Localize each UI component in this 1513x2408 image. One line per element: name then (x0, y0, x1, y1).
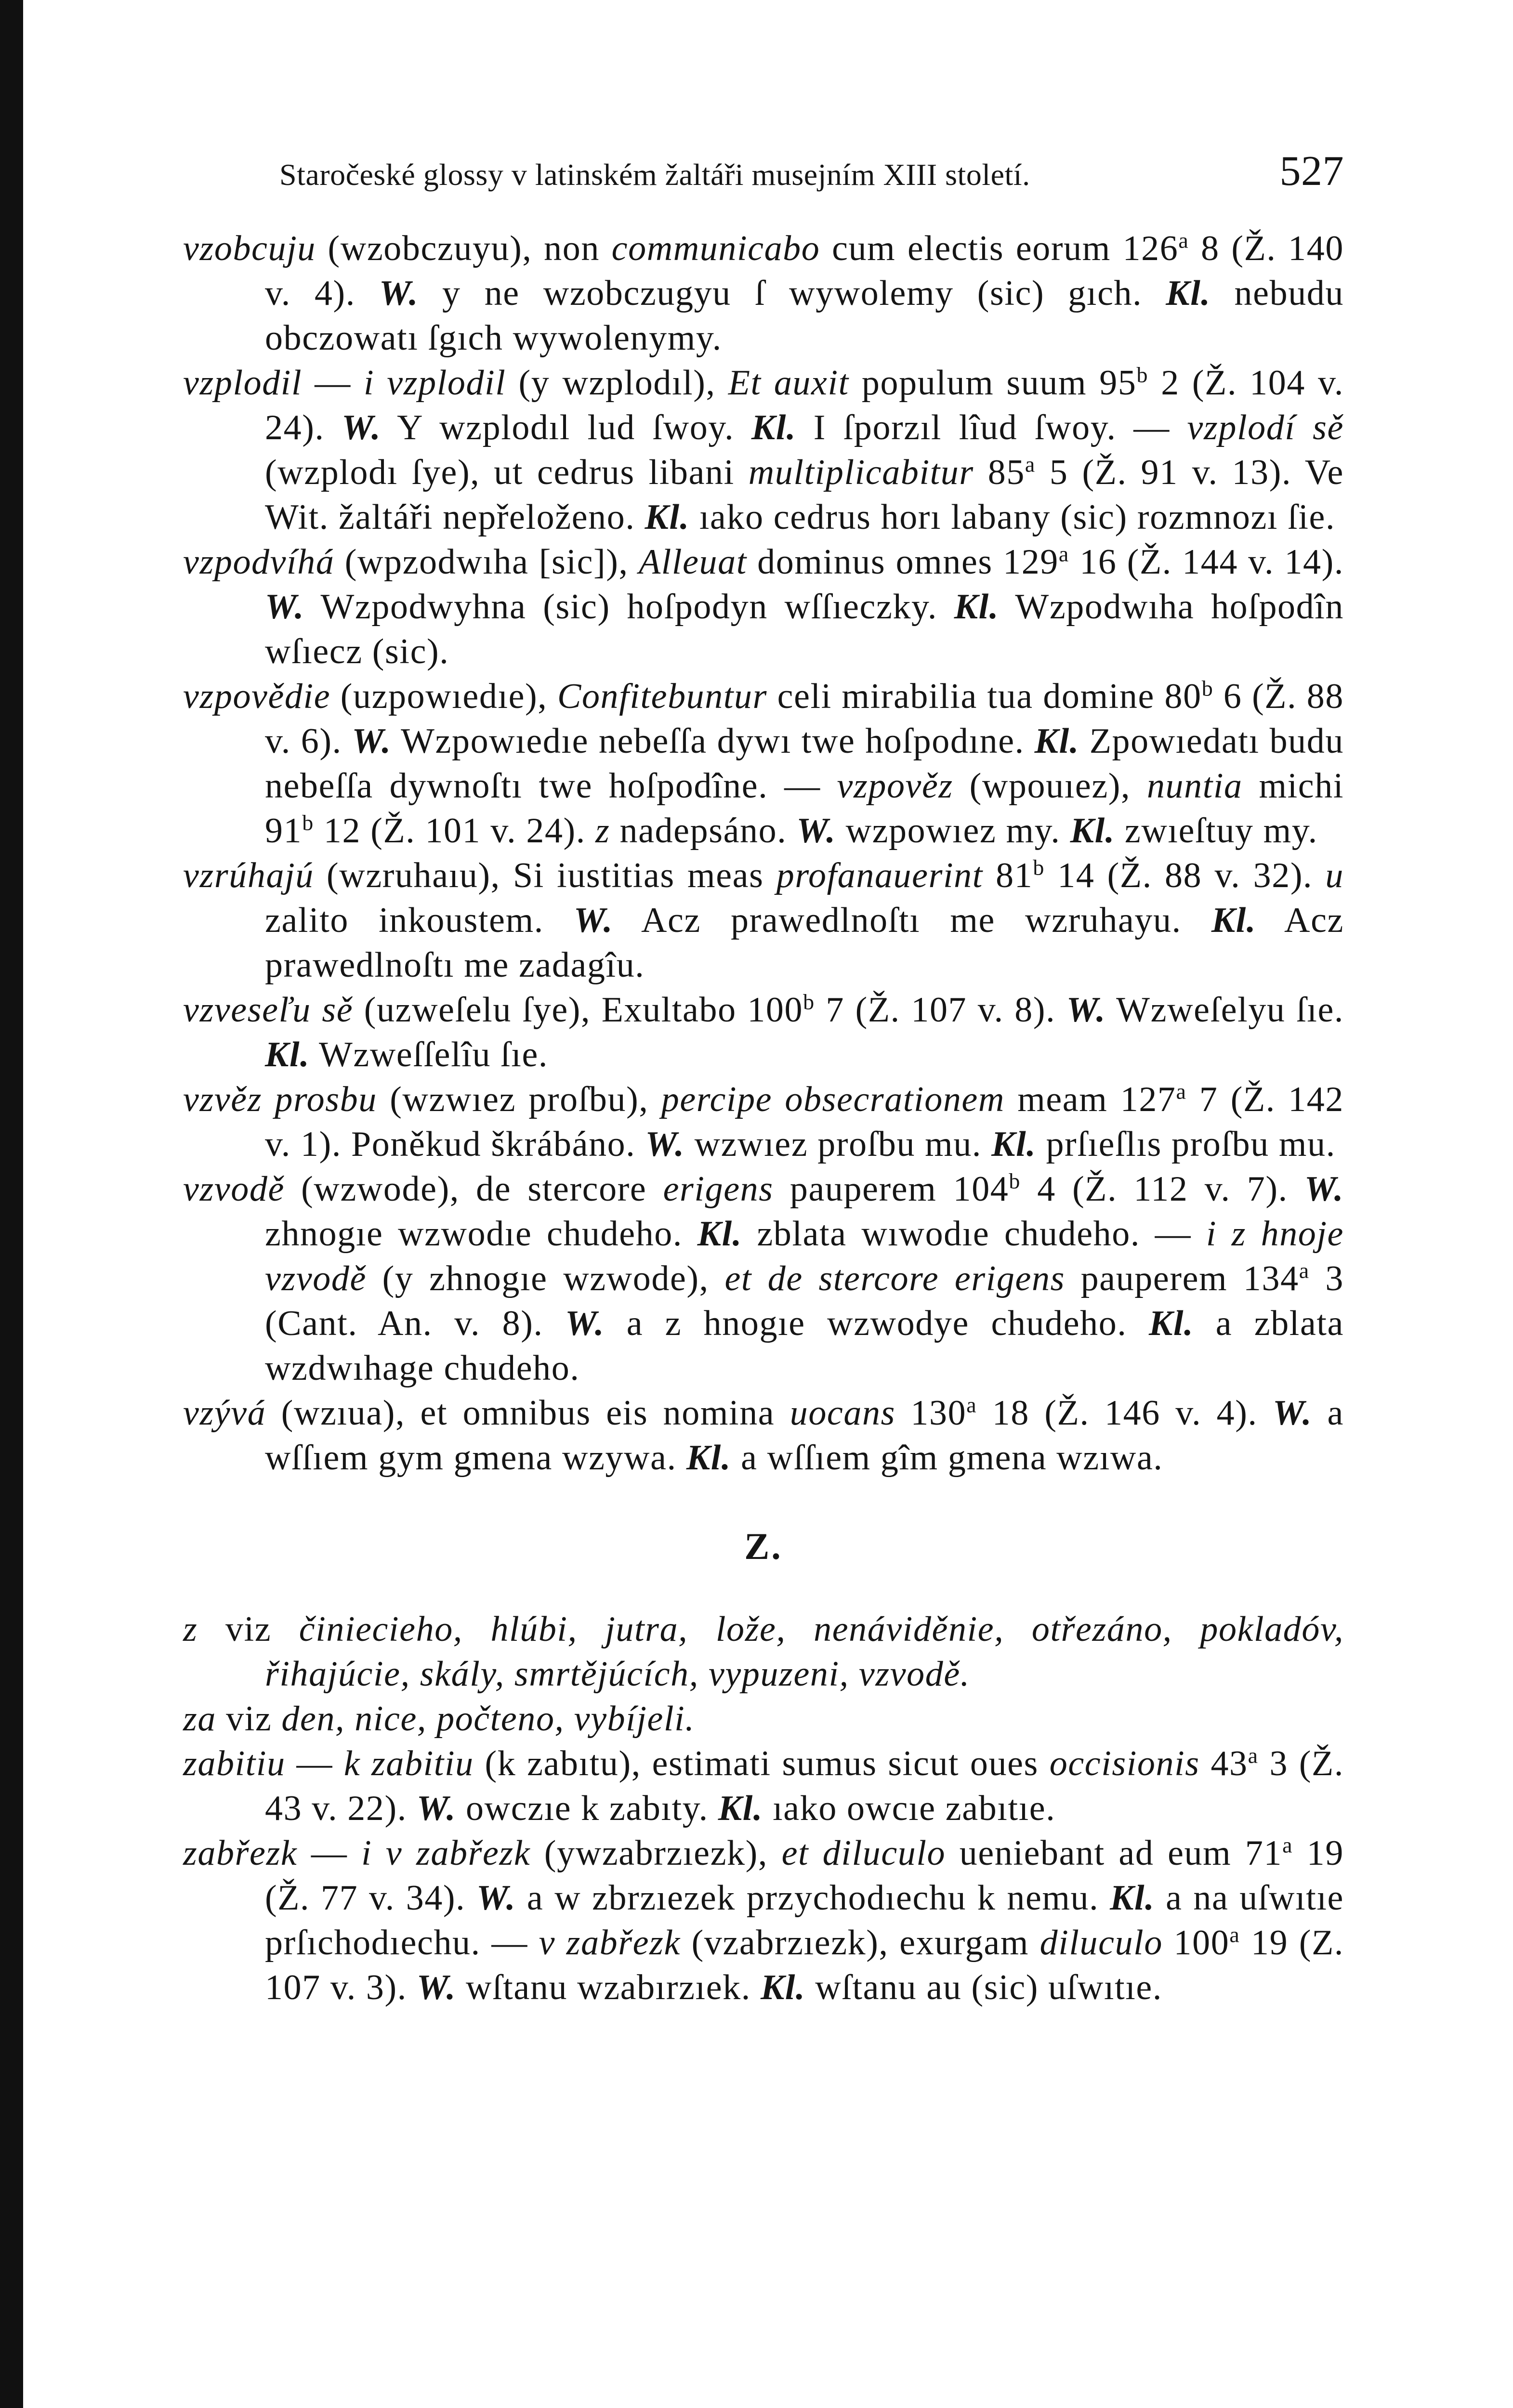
italic-term: zabitiu (183, 1744, 286, 1783)
entry-text: 16 (Ž. 144 v. 14). (1069, 542, 1344, 582)
italic-term: occisionis (1049, 1744, 1200, 1783)
page-edge-shadow (0, 0, 23, 2408)
italic-term: zabřezk (183, 1833, 298, 1873)
source-abbreviation: Kl. (1211, 901, 1257, 940)
entry-text: 19 (Ž. 77 v. 34). (265, 1833, 1344, 1918)
entry-text: (wzplodı ſye), ut cedrus libani (265, 453, 749, 492)
source-abbreviation: Kl. (1110, 1878, 1155, 1918)
dictionary-entry (183, 988, 1344, 1077)
entry-text: dominus omnes 129 (747, 542, 1059, 582)
entry-text: — (302, 363, 364, 403)
entry-text: 2 (Ž. 104 v. 24). (265, 363, 1344, 447)
section-heading-z: Z. (744, 1525, 783, 1567)
italic-term: communicabo (611, 229, 820, 268)
entry-text: 130 (895, 1393, 967, 1433)
entry-text: wzwıez proſbu mu. (684, 1125, 992, 1164)
entry-text: (uzweſelu ſye), Exultabo 100 (353, 990, 803, 1030)
entry-text: cum electis eorum 126 (820, 229, 1179, 268)
entry-text: Wzpodwıha hoſpodîn wſıecz (sic). (265, 587, 1344, 671)
entry-text: viz (216, 1699, 282, 1739)
dictionary-text (183, 226, 1344, 2010)
italic-term: vzpodvíhá (183, 542, 335, 582)
entry-text: Wzweſſelîu ſıe. (310, 1035, 549, 1074)
entry-text: a wſſıem gîm gmena wzıwa. (731, 1438, 1163, 1478)
entry-text: prſıeſlıs proſbu mu. (1036, 1125, 1336, 1164)
source-abbreviation: W. (352, 721, 392, 761)
folio-side-marker: b (803, 989, 815, 1014)
entry-text: Wzpodwyhna (sic) hoſpodyn wſſıeczky. (304, 587, 954, 627)
folio-side-marker: b (1033, 855, 1045, 880)
italic-term: percipe obsecrationem (661, 1080, 1005, 1119)
source-abbreviation: Kl. (645, 497, 690, 537)
italic-term: v zabřezk (539, 1923, 681, 1963)
source-abbreviation: Kl. (954, 587, 999, 627)
italic-term: i vzplodil (363, 363, 506, 403)
entry-text: viz (197, 1610, 299, 1649)
entry-text: wzpowıez my. (836, 811, 1070, 851)
entry-text: zalito inkoustem. (265, 901, 574, 940)
source-abbreviation: W. (379, 274, 419, 313)
italic-term: Confitebuntur (557, 677, 768, 716)
entry-text: Acz prawedlnoſtı me zadagîu. (265, 901, 1344, 985)
entry-text: (wzwode), de stercore (284, 1169, 663, 1209)
entry-text: Wzweſelyu ſıe. (1105, 990, 1344, 1030)
entry-text: 14 (Ž. 88 v. 32). (1044, 856, 1326, 895)
source-abbreviation: W. (565, 1304, 605, 1343)
entry-text: a z hnogıe wzwodye chudeho. (605, 1304, 1149, 1343)
folio-side-marker: b (302, 810, 314, 835)
entry-text: 43 (1199, 1744, 1248, 1783)
entry-text: a w zbrzıezek przychodıechu k nemu. (516, 1878, 1110, 1918)
italic-term: vzveseľu sě (183, 990, 354, 1030)
italic-term: i z hnoje vzvodě (265, 1214, 1344, 1298)
source-abbreviation: Kl. (1034, 721, 1079, 761)
italic-term: vzpověz (837, 766, 953, 806)
entries-before (183, 226, 1344, 1480)
folio-side-marker: a (1229, 1922, 1240, 1947)
entry-text: a wſſıem gym gmena wzywa. (265, 1393, 1344, 1478)
source-abbreviation: W. (796, 811, 836, 851)
entry-text: (wzobczuyu), non (316, 229, 612, 268)
italic-term: z (183, 1610, 198, 1649)
italic-term: uocans (789, 1393, 895, 1433)
entry-text: populum suum 95 (849, 363, 1137, 403)
entry-text: (k zabıtu), estimati sumus sicut oues (474, 1744, 1050, 1783)
source-abbreviation: Kl. (751, 408, 797, 447)
entry-text: ıako cedrus horı labany (sic) rozmnozı ſie. (689, 497, 1336, 537)
source-abbreviation: Kl. (991, 1125, 1037, 1164)
folio-side-marker: a (1299, 1258, 1310, 1283)
entry-text: zwıeſtuy my. (1115, 811, 1318, 851)
dictionary-entry (183, 853, 1344, 988)
source-abbreviation: W. (1273, 1393, 1313, 1433)
source-abbreviation: W. (1304, 1169, 1344, 1209)
italic-term: et diluculo (781, 1833, 946, 1873)
source-abbreviation: Kl. (718, 1789, 763, 1828)
entry-text: 18 (Ž. 146 v. 4). (977, 1393, 1273, 1433)
page-number: 527 (1279, 148, 1344, 195)
dictionary-entry (183, 540, 1344, 674)
folio-side-marker: b (1201, 676, 1214, 701)
italic-term: den, nice, počteno, vybíjeli. (281, 1699, 695, 1739)
dictionary-entry (183, 1607, 1344, 1697)
entry-text: (y wzplodıl), (506, 363, 728, 403)
entry-text: michi 91 (265, 766, 1344, 851)
italic-term: vzvěz prosbu (183, 1080, 377, 1119)
entry-text: owczıe k zabıty. (456, 1789, 718, 1828)
entry-text: (uzpowıedıe), (330, 677, 557, 716)
entry-text: 19 (Z. 107 v. 3). (265, 1923, 1344, 2007)
folio-side-marker: b (1136, 362, 1149, 387)
entry-text: (wzıua), et omnibus eis nomina (266, 1393, 790, 1433)
source-abbreviation: W. (265, 587, 305, 627)
dictionary-entry (183, 1167, 1344, 1391)
italic-term: profanauerint (776, 856, 983, 895)
dictionary-entry (183, 1697, 1344, 1741)
italic-term: u (1325, 856, 1344, 895)
italic-term: z (595, 811, 610, 851)
folio-side-marker: b (1009, 1168, 1021, 1193)
entries-after (183, 1607, 1344, 2010)
dictionary-entry (183, 1831, 1344, 2010)
folio-side-marker: a (1025, 452, 1036, 477)
source-abbreviation: Kl. (760, 1968, 806, 2007)
entry-text: meam 127 (1004, 1080, 1176, 1119)
source-abbreviation: W. (342, 408, 382, 447)
entry-text: 3 (Ž. 43 v. 22). (265, 1744, 1344, 1828)
entry-text: nebudu obczowatı ſgıch wywolenymy. (265, 274, 1344, 358)
entry-text: I ſporzıl lîud ſwoy. — (796, 408, 1187, 447)
italic-term: vzplodil (183, 363, 303, 403)
dictionary-entry (183, 1741, 1344, 1831)
folio-side-marker: a (1282, 1832, 1293, 1858)
entry-text: zblata wıwodıe chudeho. — (742, 1214, 1206, 1254)
italic-term: Alleuat (638, 542, 747, 582)
entry-text: pauperem 134 (1065, 1259, 1299, 1298)
entry-text: Zpowıedatı budu nebeſſa dywnoſtı twe hoſpodîne. — (265, 721, 1344, 806)
italic-term: erigens (663, 1169, 774, 1209)
italic-term: vzpovědie (183, 677, 331, 716)
entry-text: (wpzodwıha [sic]), (334, 542, 639, 582)
italic-term: et de stercore erigens (724, 1259, 1065, 1298)
entry-text: celi mirabilia tua domine 80 (767, 677, 1202, 716)
entry-text: (wpouıez), (953, 766, 1147, 806)
entry-text: 85 (974, 453, 1025, 492)
folio-side-marker: a (966, 1392, 977, 1417)
source-abbreviation: Kl. (1070, 811, 1115, 851)
entry-text: y ne wzobczugyu ſ wywolemy (sic) gıch. (418, 274, 1166, 313)
entry-text: 81 (983, 856, 1033, 895)
entry-text: wſtanu au (sic) uſwıtıe. (805, 1968, 1162, 2007)
entry-text: a zblata wzdwıhage chudeho. (265, 1304, 1344, 1388)
italic-term: činiecieho, hlúbi, jutra, lože, nenáviděnie, otřezáno, pokladóv, řihajúcie, skály, smrtějúcích, vypuzeni, vzvodě. (265, 1610, 1344, 1694)
italic-term: vzrúhajú (183, 856, 314, 895)
page-header (279, 147, 1344, 200)
entry-text: 3 (Cant. An. v. 8). (265, 1259, 1344, 1343)
entry-text: ıako owcıe zabıtıe. (763, 1789, 1056, 1828)
running-title: Staročeské glossy v latinském žaltáři musejním XIII století. (279, 157, 1030, 192)
entry-text: nadepsáno. (610, 811, 797, 851)
entry-text: (ywzabrzıezk), (530, 1833, 782, 1873)
italic-term: vzývá (183, 1393, 266, 1433)
italic-term: i v zabřezk (361, 1833, 531, 1873)
folio-side-marker: a (1248, 1743, 1259, 1768)
entry-text: zhnogıe wzwodıe chudeho. (265, 1214, 697, 1254)
source-abbreviation: W. (476, 1878, 516, 1918)
entry-text: 8 (Ž. 140 v. 4). (265, 229, 1344, 313)
entry-text: 7 (Ž. 142 v. 1). Poněkud škrábáno. (265, 1080, 1344, 1164)
entry-text: wſtanu wzabırzıek. (456, 1968, 761, 2007)
italic-term: Et auxit (728, 363, 849, 403)
folio-side-marker: a (1178, 228, 1189, 253)
entry-text: 7 (Ž. 107 v. 8). (815, 990, 1066, 1030)
italic-term: za (183, 1699, 216, 1739)
entry-text: (wzruhaıu), Si iustitias meas (314, 856, 776, 895)
entry-text: — (285, 1744, 344, 1783)
italic-term: vzobcuju (183, 229, 316, 268)
source-abbreviation: Kl. (1166, 274, 1211, 313)
source-abbreviation: W. (1066, 990, 1106, 1030)
dictionary-entry (183, 226, 1344, 361)
italic-term: vzplodí sě (1187, 408, 1344, 447)
dictionary-entry (183, 361, 1344, 540)
entry-text: (y zhnogıe wzwode), (366, 1259, 725, 1298)
entry-text: Wzpowıedıe nebeſſa dywı twe hoſpodıne. (391, 721, 1035, 761)
entry-text: ueniebant ad eum 71 (946, 1833, 1283, 1873)
entry-text: Y wzplodıl lud ſwoy. (381, 408, 751, 447)
dictionary-entry (183, 1391, 1344, 1480)
dictionary-entry (183, 674, 1344, 853)
source-abbreviation: W. (573, 901, 613, 940)
entry-text: Acz prawedlnoſtı me wzruhayu. (613, 901, 1211, 940)
entry-text: a na uſwıtıe prſıchodıechu. — (265, 1878, 1344, 1963)
entry-text: 5 (Ž. 91 v. 13). Ve Wit. žaltáři nepřeloženo. (265, 453, 1344, 537)
italic-term: diluculo (1039, 1923, 1163, 1963)
entry-text: pauperem 104 (773, 1169, 1009, 1209)
entry-text: 100 (1162, 1923, 1230, 1963)
folio-side-marker: a (1176, 1079, 1187, 1104)
source-abbreviation: Kl. (686, 1438, 732, 1478)
source-abbreviation: W. (416, 1968, 456, 2007)
source-abbreviation: Kl. (265, 1035, 310, 1074)
entry-text: 4 (Ž. 112 v. 7). (1021, 1169, 1304, 1209)
italic-term: nuntia (1146, 766, 1243, 806)
entry-text: (vzabrzıezk), exurgam (680, 1923, 1040, 1963)
source-abbreviation: Kl. (697, 1214, 742, 1254)
source-abbreviation: Kl. (1149, 1304, 1194, 1343)
entry-text: — (297, 1833, 362, 1873)
source-abbreviation: W. (645, 1125, 685, 1164)
dictionary-entry (183, 1077, 1344, 1167)
entry-text: 6 (Ž. 88 v. 6). (265, 677, 1344, 761)
source-abbreviation: W. (416, 1789, 456, 1828)
entry-text: 12 (Ž. 101 v. 24). (314, 811, 595, 851)
italic-term: vzvodě (183, 1169, 285, 1209)
entry-text: (wzwıez proſbu), (377, 1080, 661, 1119)
italic-term: k zabitiu (343, 1744, 474, 1783)
italic-term: multiplicabitur (748, 453, 974, 492)
folio-side-marker: a (1058, 541, 1069, 566)
